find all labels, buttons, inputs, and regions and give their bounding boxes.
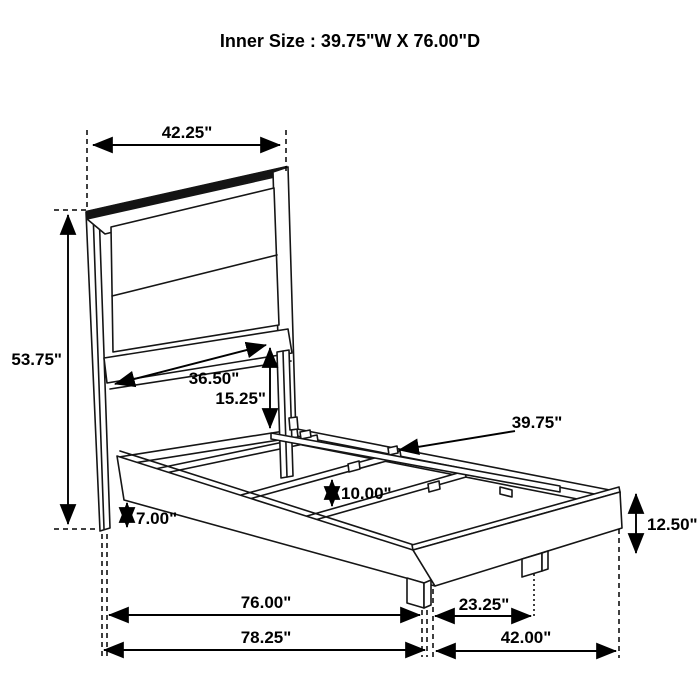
dim-foot-leg-spacing-label: 23.25" <box>458 595 510 614</box>
dim-inner-width <box>399 413 562 450</box>
dim-headboard-height-label: 53.75" <box>11 350 62 369</box>
dim-floor-clearance-label: 7.00" <box>136 509 178 528</box>
headboard <box>86 166 296 531</box>
dim-overall-depth-label: 78.25" <box>240 628 292 647</box>
center-rail <box>271 433 560 492</box>
dim-headboard-inner-width-label: 36.50" <box>188 369 240 388</box>
dim-headboard-height <box>11 210 98 529</box>
dim-slat-spacing-label: 10.00" <box>341 484 392 503</box>
dim-inner-depth <box>109 593 420 615</box>
dim-inner-width-label: 39.75" <box>511 413 563 432</box>
dim-footboard-height-label: 12.50" <box>647 515 698 534</box>
diagram-title: Inner Size : 39.75"W X 76.00"D <box>219 31 481 51</box>
dim-overall-width-label: 42.00" <box>500 628 552 647</box>
dim-headboard-width-label: 42.25" <box>161 123 213 142</box>
dim-rail-to-panel-label: 15.25" <box>215 389 266 408</box>
dim-footboard-height <box>636 494 698 553</box>
front-center-leg <box>407 578 424 608</box>
dim-overall-depth <box>104 628 425 650</box>
dim-overall-width <box>436 628 616 651</box>
dim-foot-leg-spacing <box>435 595 531 616</box>
dim-inner-depth-label: 76.00" <box>240 593 292 612</box>
dim-slat-spacing <box>332 480 392 506</box>
